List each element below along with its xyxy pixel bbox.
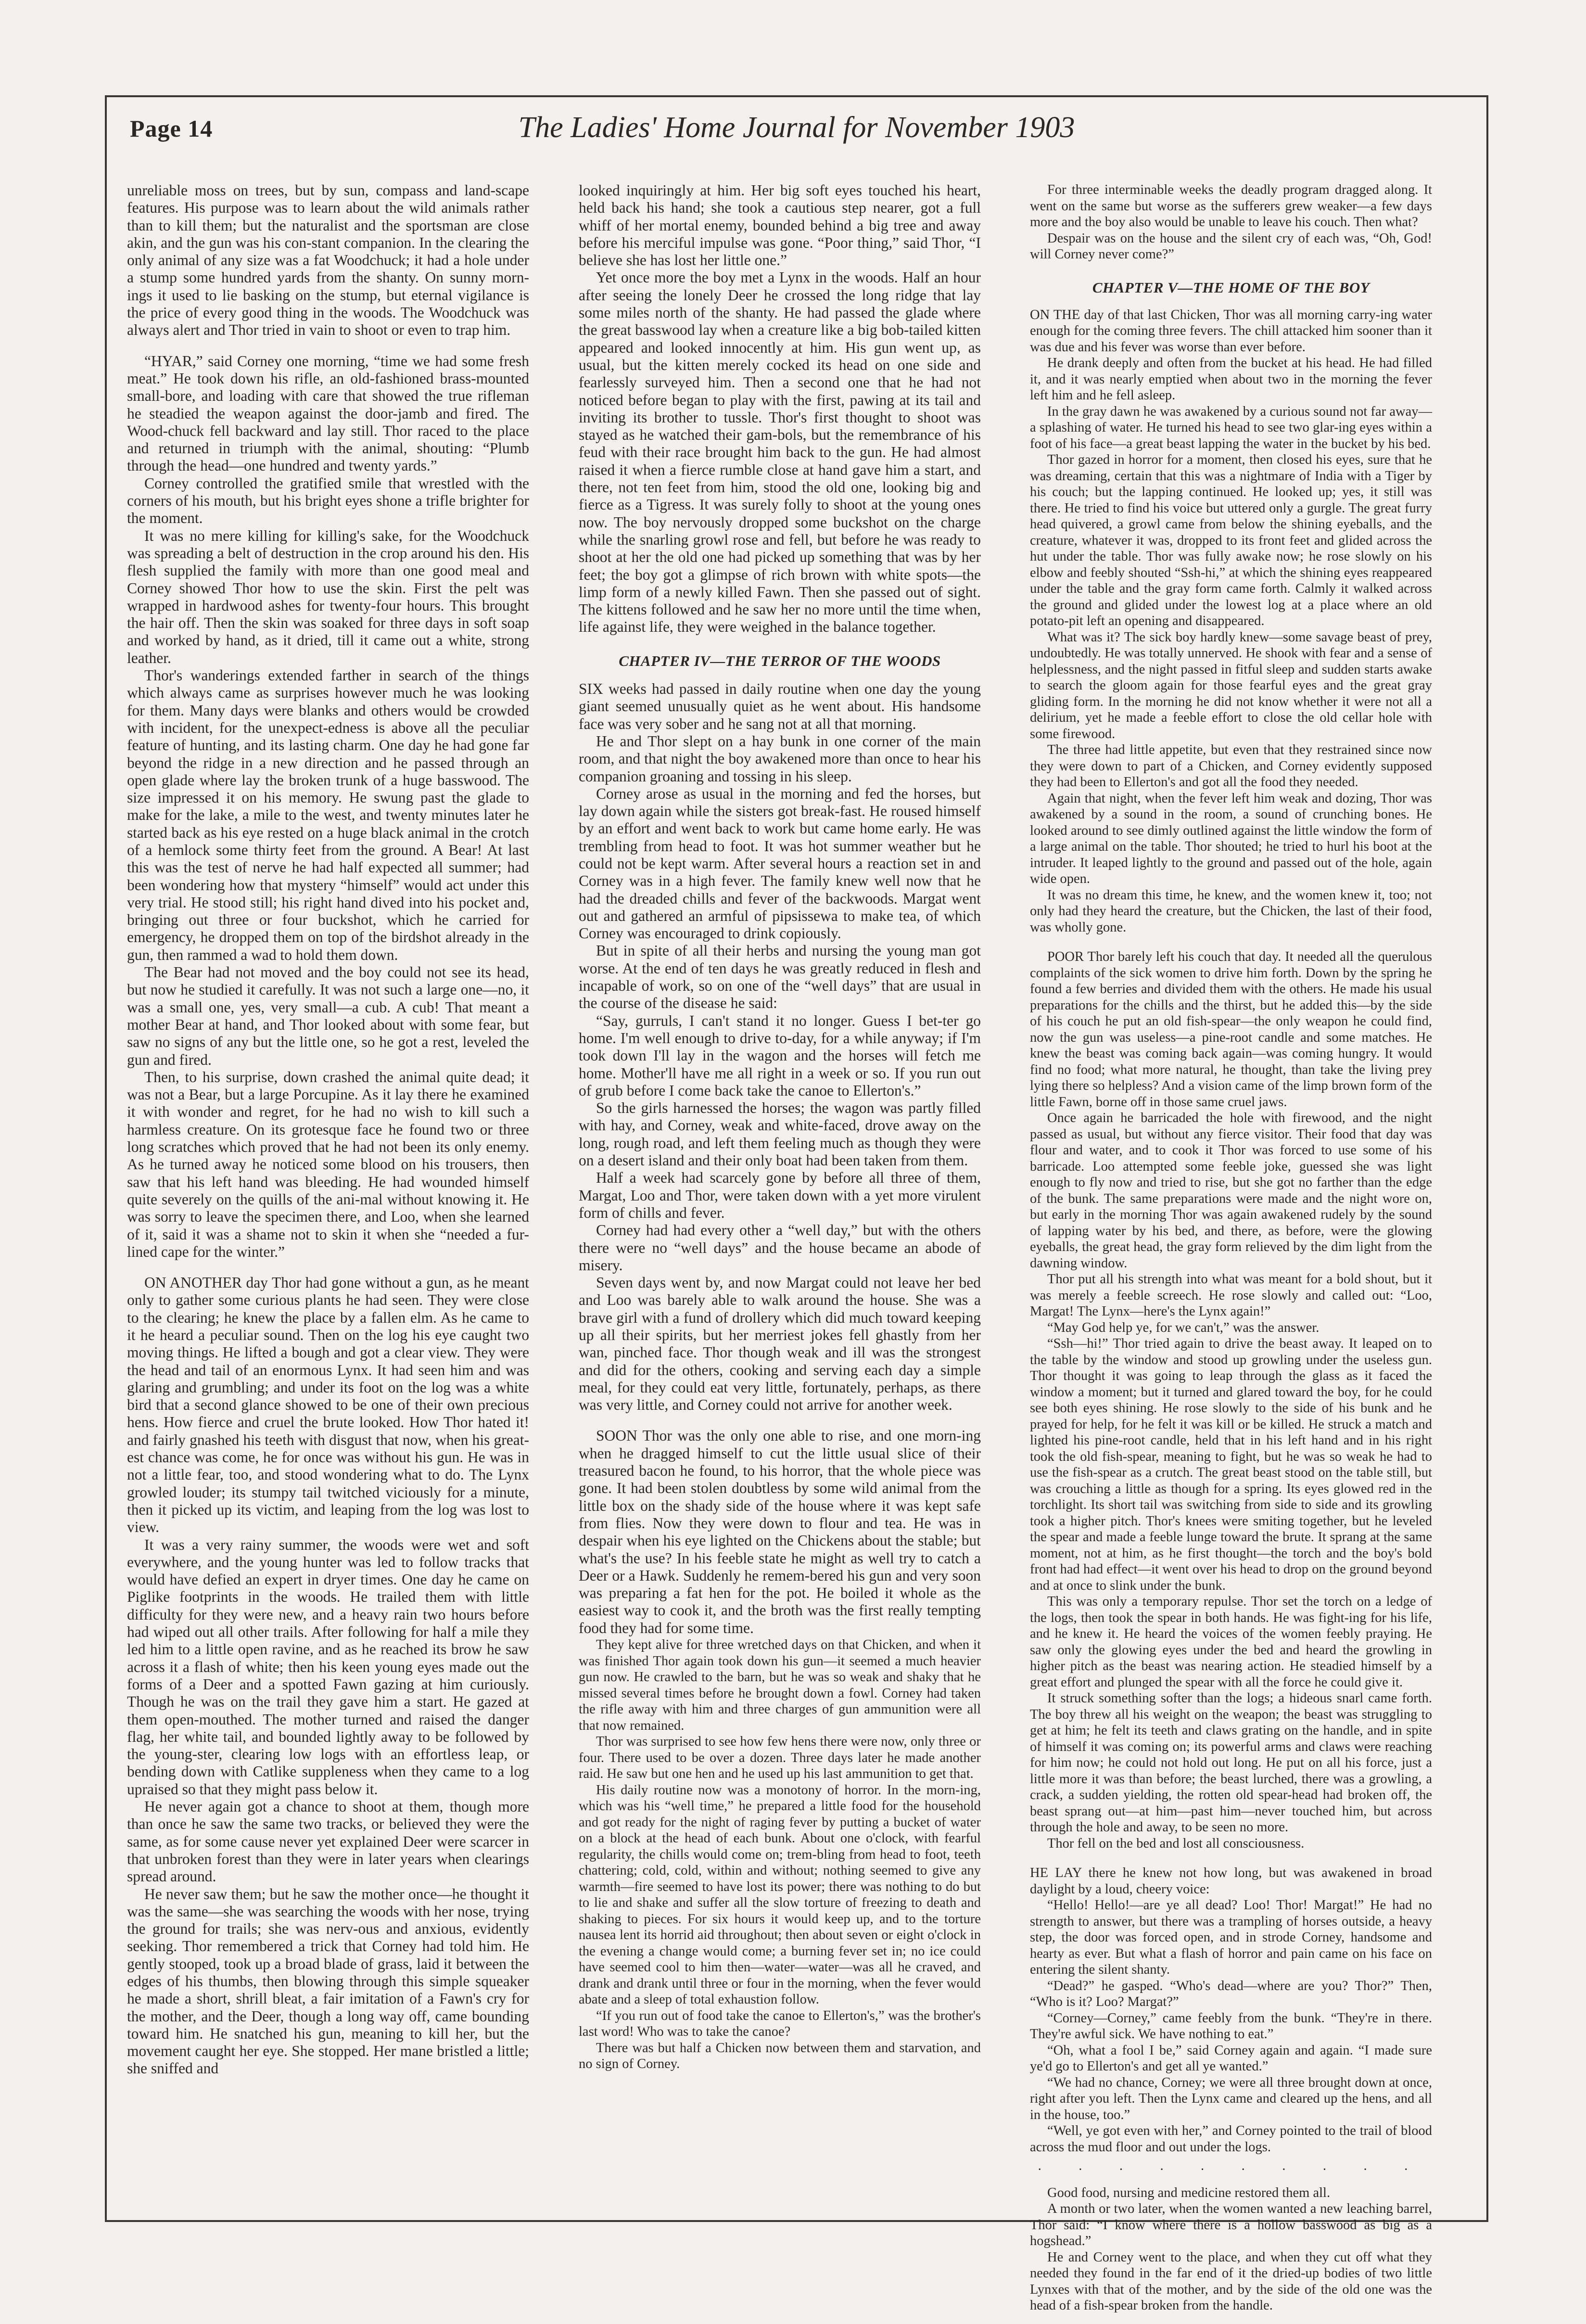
paragraph: “We had no chance, Corney; we were all three brought down at once, right after you left. Then the Lynx came and cleared up the hens, and all in the house, too.” — [1030, 2075, 1432, 2122]
paragraph: HE LAY there he knew not how long, but was awakened in broad daylight by a loud, cheery voice: — [1030, 1865, 1432, 1897]
text-column-3 — [1030, 182, 1432, 2313]
paragraph: “Well, ye got even with her,” and Corney pointed to the trail of blood across the mud floor and out under the logs. — [1030, 2123, 1432, 2155]
paragraph: Thor was surprised to see how few hens there were now, only three or four. There used to be over a dozen. Three days later he made another raid. He saw but one hen and he used up his last ammunition to get that. — [579, 1734, 981, 1782]
text-column-2 — [579, 182, 981, 2208]
paragraph: “Corney—Corney,” came feebly from the bunk. “They're in there. They're awful sick. We have nothing to eat.” — [1030, 2010, 1432, 2042]
paragraph: Thor put all his strength into what was meant for a bold shout, but it was merely a feeble screech. He rose slowly and called out: “Loo, Margat! The Lynx—here's the Lynx again!” — [1030, 1272, 1432, 1319]
paragraph: He drank deeply and often from the bucket at his head. He had filled it, and it was nearly emptied when about two in the morning the fever left him and he fell asleep. — [1030, 356, 1432, 403]
paragraph: Half a week had scarcely gone by before all three of them, Margat, Loo and Thor, were taken down with a yet more virulent form of chills and fever. — [579, 1169, 981, 1221]
paragraph: He never again got a chance to shoot at them, though more than once he saw the same two tracks, or believed they were the same, as for some cause never yet explained Deer were scarcer in that unbroken forest than they were in later years when clearings spread around. — [127, 1798, 529, 1885]
paragraph: This was only a temporary repulse. Thor set the torch on a ledge of the logs, then took the spear in both hands. He was fight-ing for his life, and he knew it. He heard the voices of the women feebly praying. He saw only the glowing eyes under the bed and heard the growling in higher pitch as the beast was nearing action. He steadied himself by a great effort and plunged the spear with all the force he could give it. — [1030, 1594, 1432, 1690]
paragraph: Despair was on the house and the silent cry of each was, “Oh, God! will Corney never come?” — [1030, 230, 1432, 262]
paragraph: A month or two later, when the women wanted a new leaching barrel, Thor said: “I know where there is a hollow basswood as big as a hogshead.” — [1030, 2201, 1432, 2249]
paragraph: “Dead?” he gasped. “Who's dead—where are you? Thor?” Then, “Who is it? Loo? Margat?” — [1030, 1978, 1432, 2010]
paragraph: Then, to his surprise, down crashed the animal quite dead; it was not a Bear, but a large Porcupine. As it lay there he examined it with wonder and regret, for he had no wish to kill such a harmless creature. On its grotesque face he found two or three long scratches which proved that he had not been its only enemy. As he turned away he noticed some blood on his trousers, then saw that his left hand was bleeding. He had wounded himself quite severely on the quills of the ani-mal without knowing it. He was sorry to leave the specimen there, and Loo, when she learned of it, said it was a shame not to skin it when she “needed a fur-lined cape for the winter.” — [127, 1068, 529, 1260]
paragraph: The Bear had not moved and the boy could not see its head, but now he studied it carefully. It was not such a large one—no, it was a small one, yes, very small—a cub. A cub! That meant a mother Bear at hand, and Thor looked about with some fear, but saw no signs of any but the little one, so he got a rest, leveled the gun and fired. — [127, 964, 529, 1068]
paragraph: ON ANOTHER day Thor had gone without a gun, as he meant only to gather some curious plants he had seen. They were close to the clearing; he knew the place by a fallen elm. As he came to it he heard a peculiar sound. Then on the log his eye caught two moving things. He lifted a bough and got a clear view. They were the head and tail of an enormous Lynx. It had seen him and was glaring and grumbling; and under its foot on the log was a white bird that a second glance showed to be one of their own precious hens. How fierce and cruel the brute looked. How Thor hated it! and fairly gnashed his teeth with disgust that now, when his great-est chance was come, he for once was without his gun. He was in not a little fear, too, and stood wondering what to do. The Lynx growled louder; its stumpy tail twitched viciously for a minute, then it picked up its victim, and leaping from the log was lost to view. — [127, 1274, 529, 1536]
paragraph: looked inquiringly at him. Her big soft eyes touched his heart, held back his hand; she took a cautious step nearer, got a full whiff of her mortal enemy, bounded behind a big tree and away before his merciful impulse was gone. “Poor thing,” said Thor, “I believe she has lost her little one.” — [579, 182, 981, 269]
paragraph: “HYAR,” said Corney one morning, “time we had some fresh meat.” He took down his rifle, an old-fashioned brass-mounted small-bore, and loading with care that showed the true rifleman he steadied the weapon against the door-jamb and fired. The Wood-chuck fell backward and lay still. Thor raced to the place and returned in triumph with the animal, shouting: “Plumb through the head—one hundred and twenty yards.” — [127, 352, 529, 474]
page-number: Page 14 — [130, 115, 213, 142]
paragraph: It was no dream this time, he knew, and the women knew it, too; not only had they heard the creature, but the Chicken, the last of their food, was wholly gone. — [1030, 887, 1432, 935]
paragraph: “Oh, what a fool I be,” said Corney again and again. “I made sure ye'd go to Ellerton's and get all ye wanted.” — [1030, 2043, 1432, 2074]
text-column-1 — [127, 182, 529, 2208]
paragraph: But in spite of all their herbs and nursing the young man got worse. At the end of ten days he was greatly reduced in flesh and incapable of work, so on one of the “well days” that are usual in the course of the disease he said: — [579, 942, 981, 1012]
paragraph: In the gray dawn he was awakened by a curious sound not far away—a splashing of water. He turned his head to see two glar-ing eyes within a foot of his face—a great beast lapping the water in the bucket by his bed. — [1030, 404, 1432, 451]
paragraph: “Ssh—hi!” Thor tried again to drive the beast away. It leaped on to the table by the window and stood up growling under the useless gun. Thor thought it was going to leap through the glass as it faced the window a moment; but it turned and glared toward the boy, for he could see both eyes shining. He rose slowly to the side of his bunk and he prayed for help, for he felt it was kill or be killed. He struck a match and lighted his pine-root candle, held that in his left hand and in his right took the old fish-spear, meaning to fight, but he was so weak he had to use the fish-spear as a crutch. The great beast stood on the table still, but was crouching a little as though for a spring. Its eyes glowed red in the torchlight. Its short tail was switching from side to side and its growling took a higher pitch. Thor's knees were smiting together, but he leveled the spear and made a feeble lunge toward the brute. It sprang at the same moment, not at him, as he first thought—the torch and the boy's bold front had had effect—it went over his head to drop on the ground beyond and at once to slink under the bunk. — [1030, 1336, 1432, 1593]
chapter-heading: CHAPTER IV—THE TERROR OF THE WOODS — [619, 652, 941, 669]
paragraph: It struck something softer than the logs; a hideous snarl came forth. The boy threw all his weight on the weapon; the beast was struggling to get at him; he felt its teeth and claws grating on the handle, and in spite of himself it was coming on; its powerful arms and claws were reaching for him now; he could not hold out long. He put on all his force, just a little more it was than before; the beast lurched, there was a growling, a crack, a sudden yielding, the rotten old spear-head had broken off, the beast sprang out—at him—past him—never touched him, but across through the hole and away, to be seen no more. — [1030, 1691, 1432, 1835]
paragraph: Good food, nursing and medicine restored them all. — [1047, 2185, 1331, 2200]
paragraph: Thor gazed in horror for a moment, then closed his eyes, sure that he was dreaming, certain that this was a nightmare of India with a Tiger by his couch; but the lapping continued. He looked up; yes, it still was there. He tried to find his voice but uttered only a gurgle. The great furry head quivered, a growl came from below the shining eyeballs, and the creature, whatever it was, dropped to its front feet and glided across the hut under the table. Thor was fully awake now; he rose slowly on his elbow and feebly shouted “Ssh-hi,” at which the shining eyes reappeared under the table and the gray form came forth. Calmly it walked across the ground and glided under the lowest log at a place where an old potato-pit left an opening and disappeared. — [1030, 452, 1432, 629]
paragraph: So the girls harnessed the horses; the wagon was partly filled with hay, and Corney, weak and white-faced, drove away on the long, rough road, and left them feeling much as though they were on a desert island and their only boat had been taken from them. — [579, 1099, 981, 1169]
paragraph: Corney controlled the gratified smile that wrestled with the corners of his mouth, but his bright eyes shone a trifle brighter for the moment. — [127, 474, 529, 527]
paragraph: Thor's wanderings extended farther in search of the things which always came as surprises however much he was looking for them. Many days were blanks and others would be crowded with incident, for the unexpect-edness is above all the peculiar feature of hunting, and its lasting charm. One day he had gone far beyond the ridge in a new direction and he passed through an open glade where lay the broken trunk of a huge basswood. The size impressed it on his memory. He swung past the glade to make for the lake, a mile to the west, and twenty minutes later he started back as his eye rested on a huge black animal in the crotch of a hemlock some thirty feet from the ground. A Bear! At last this was the test of nerve he had half expected all summer; had been wondering how that mystery “himself” would act under this very trial. He stood still; his right hand dived into his pocket and, bringing out three or four buckshot, which he carried for emergency, he dropped them on top of the birdshot already in the gun, then rammed a wad to hold them down. — [127, 667, 529, 963]
paragraph: “May God help ye, for we can't,” was the answer. — [1047, 1320, 1320, 1335]
paragraph: The three had little appetite, but even that they restrained since now they were down to part of a Chicken, and Corney evidently supposed they had been to Ellerton's and got all the food they needed. — [1030, 742, 1432, 790]
paragraph: “If you run out of food take the canoe to Ellerton's,” was the brother's last word! Who was to take the canoe? — [579, 2008, 981, 2040]
paragraph: “Hello! Hello!—are ye all dead? Loo! Thor! Margat!” He had no strength to answer, but there was a trampling of horses outside, a heavy step, the door was forced open, and in strode Corney, handsome and hearty as ever. But what a flash of horror and pain came on his face on entering the silent shanty. — [1030, 1898, 1432, 1978]
paragraph: There was but half a Chicken now between them and starvation, and no sign of Corney. — [579, 2040, 981, 2072]
paragraph: SOON Thor was the only one able to rise, and one morn-ing when he dragged himself to cut the little usual slice of their treasured bacon he found, to his horror, that the whole piece was gone. It had been stolen doubtless by some wild animal from the little box on the shady side of the house where it was kept safe from flies. Now they were down to flour and tea. He was in despair when his eye lighted on the Chickens about the stable; but what's the use? In his feeble state he might as well try to catch a Deer or a Hawk. Suddenly he remem-bered his gun and very soon was preparing a fat hen for the pot. He boiled it whole as the easiest way to cook it, and the broth was the first really tempting food they had for some time. — [579, 1427, 981, 1636]
paragraph: Corney had had every other a “well day,” but with the others there were no “well days” and the house became an abode of misery. — [579, 1222, 981, 1274]
section-break-dots: · · · · · · · · · · — [1037, 2162, 1425, 2178]
chapter-heading: CHAPTER V—THE HOME OF THE BOY — [1092, 279, 1370, 296]
running-title: The Ladies' Home Journal for November 1903 — [518, 111, 1075, 144]
paragraph: SIX weeks had passed in daily routine when one day the young giant seemed unusually quiet as he went about. His handsome face was very sober and he sang not at all that morning. — [579, 680, 981, 732]
paragraph: He and Thor slept on a hay bunk in one corner of the main room, and that night the boy awakened more than once to hear his companion groaning and tossing in his sleep. — [579, 732, 981, 785]
paragraph: ON THE day of that last Chicken, Thor was all morning carry-ing water enough for the coming three fevers. The chill attacked him sooner than it was due and his fever was worse than ever before. — [1030, 307, 1432, 355]
paragraph: Seven days went by, and now Margat could not leave her bed and Loo was barely able to walk around the house. She was a brave girl with a fund of drollery which did much toward keeping up all their spirits, but her merriest jokes fell ghastly from her wan, pinched face. Thor though weak and ill was the strongest and did for the others, cooking and serving each day a simple meal, for they could eat very little, fortunately, perhaps, as there was very little, and Corney could not arrive for another week. — [579, 1274, 981, 1414]
paragraph: Corney arose as usual in the morning and fed the horses, but lay down again while the sisters got break-fast. He roused himself by an effort and went back to work but came home early. He was trembling from head to foot. It was hot summer weather but he could not be kept warm. After several hours a reaction set in and Corney was in a high fever. The family knew well now that he had the dreaded chills and fever of the backwoods. Margat went out and gathered an armful of pipsissewa to make tea, of which Corney was encouraged to drink copiously. — [579, 785, 981, 942]
paragraph: Thor fell on the bed and lost all consciousness. — [1047, 1836, 1305, 1851]
paragraph: He never saw them; but he saw the mother once—he thought it was the same—she was searching the woods with her nose, trying the ground for trails; she was nerv-ous and anxious, evidently seeking. Thor remembered a trick that Corney had told him. He gently stooped, took up a broad blade of grass, laid it between the edges of his thumbs, then blowing through this simple squeaker he made a short, shrill bleat, a fair imitation of a Fawn's cry for the mother, and the Deer, though a long way off, came bounding toward him. He snatched his gun, meaning to kill her, but the movement caught her eye. She stopped. Her mane bristled a little; she sniffed and — [127, 1885, 529, 2077]
paragraph: unreliable moss on trees, but by sun, compass and land-scape features. His purpose was to learn about the wild animals rather than to kill them; but the naturalist and the sportsman are close akin, and the gun was his con-stant companion. In the clearing the only animal of any size was a fat Woodchuck; it had a hole under a stump some hundred yards from the shanty. On sunny morn-ings it used to lie basking on the stump, but eternal vigilance is the price of every good thing in the woods. The Woodchuck was always alert and Thor tried in vain to shoot or even to trap him. — [127, 182, 529, 339]
paragraph: He and Corney went to the place, and when they cut off what they needed they found in the far end of it the dried-up bodies of two little Lynxes with that of the mother, and by the side of the old one was the head of a fish-spear broken from the handle. — [1030, 2249, 1432, 2313]
paragraph: For three interminable weeks the deadly program dragged along. It went on the same but worse as the sufferers grew weaker—a few days more and the boy also would be unable to leave his couch. Then what? — [1030, 182, 1432, 230]
paragraph: It was no mere killing for killing's sake, for the Woodchuck was spreading a belt of destruction in the crop around his den. His flesh supplied the family with more than one good meal and Corney showed Thor how to use the skin. First the pelt was wrapped in hardwood ashes for twenty-four hours. This brought the hair off. Then the skin was soaked for three days in soft soap and worked by hand, as it dried, till it came out a white, strong leather. — [127, 527, 529, 666]
paragraph: “Say, gurruls, I can't stand it no longer. Guess I bet-ter go home. I'm well enough to drive to-day, for a while anyway; if I'm took down I'll lay in the wagon and the horses will fetch me home. Mother'll have me all right in a week or so. If you run out of grub before I come back take the canoe to Ellerton's.” — [579, 1012, 981, 1099]
page-header — [105, 95, 1488, 149]
paragraph: POOR Thor barely left his couch that day. It needed all the querulous complaints of the sick women to drive him forth. Down by the spring he found a few berries and divided them with the others. He made his usual preparations for the chills and the thirst, but he added this—by the side of his couch he put an old fish-spear—the only weapon he could find, now the gun was useless—a pine-root candle and some matches. He knew the beast was coming back again—was coming hungry. It would find no food; what more natural, he thought, than take the living prey lying there so helpless? And a vision came of the limp brown form of the little Fawn, borne off in those same cruel jaws. — [1030, 949, 1432, 1110]
paragraph: They kept alive for three wretched days on that Chicken, and when it was finished Thor again took down his gun—it seemed a much heavier gun now. He crawled to the barn, but he was so weak and shaky that he missed several times before he brought down a fowl. Corney had taken the rifle away with him and three charges of gun ammunition were all that now remained. — [579, 1637, 981, 1733]
paragraph: What was it? The sick boy hardly knew—some savage beast of prey, undoubtedly. He was totally unnerved. He shook with fear and a sense of helplessness, and the night passed in fitful sleep and sudden starts awake to search the gloom again for those fearful eyes and the great gray gliding form. In the morning he did not know whether it were not all a delirium, yet he made a feeble effort to close the old cellar hole with some firewood. — [1030, 629, 1432, 741]
paragraph: It was a very rainy summer, the woods were wet and soft everywhere, and the young hunter was led to follow tracks that would have defied an expert in dryer times. One day he came on Piglike footprints in the woods. He trailed them with little difficulty for they were new, and a heavy rain two hours before had wiped out all other trails. After following for half a mile they led him to a little open ravine, and as he reached its brow he saw across it a flash of white; then his keen young eyes made out the forms of a Deer and a spotted Fawn gazing at him curiously. Though he was on the trail they gave him a start. He gazed at them open-mouthed. The mother turned and raised the danger flag, her white tail, and bounded lightly away to be followed by the young-ster, clearing low logs with an effortless leap, or bending down with Catlike suppleness when they came to a log upraised so that they might pass below it. — [127, 1536, 529, 1798]
paragraph: His daily routine now was a monotony of horror. In the morn-ing, which was his “well time,” he prepared a little food for the household and got ready for the night of raging fever by putting a bucket of water on a block at the head of each bunk. About one o'clock, with fearful regularity, the chills would come on; trem-bling from head to foot, teeth chattering; cold, cold, within and without; nothing seemed to give any warmth—fire seemed to have lost its power; there was nothing to do but to lie and shake and suffer all the slow torture of freezing to death and shaking to pieces. For six hours it would keep up, and to the torture nausea lent its horrid aid throughout; then about seven or eight o'clock in the evening a change would come; a burning fever set in; no ice could have seemed cool to him then—water—water—was all he craved, and drank and drank until three or four in the morning, when the fever would abate and a sleep of total exhaustion follow. — [579, 1782, 981, 2007]
paragraph: Again that night, when the fever left him weak and dozing, Thor was awakened by a sound in the room, a sound of crunching bones. He looked around to see dimly outlined against the little window the form of a large animal on the table. Thor shouted; he tried to hurl his boot at the intruder. It leaped lightly to the ground and passed out of the hole, again wide open. — [1030, 791, 1432, 887]
paragraph: Yet once more the boy met a Lynx in the woods. Half an hour after seeing the lonely Deer he crossed the long ridge that lay some miles north of the shanty. He had passed the glade where the great basswood lay when a creature like a big bob-tailed kitten appeared and looked innocently at him. His gun went up, as usual, but the kitten merely cocked its head on one side and fearlessly surveyed him. Then a second one that he had not noticed before began to play with the first, pawing at its tail and inviting its brother to tussle. Thor's first thought to shoot was stayed as he watched their gam-bols, but the remembrance of his feud with their race brought him back to the gun. He had almost raised it when a fierce rumble close at hand gave him a start, and there, not ten feet from him, stood the old one, looking big and fierce as a Tigress. It was surely folly to shoot at the young ones now. The boy nervously dropped some buckshot on the charge while the snarling growl rose and fell, but before he was ready to shoot at her the old one had picked up something that was by her feet; the boy got a glimpse of rich brown with white spots—the limp form of a newly killed Fawn. Then she passed out of sight. The kittens followed and he saw her no more until the time when, life against life, they were weighed in the balance together. — [579, 269, 981, 636]
paragraph: Once again he barricaded the hole with firewood, and the night passed as usual, but without any fierce visitor. Their food that day was flour and water, and to cook it Thor was forced to use some of his barricade. Loo attempted some feeble joke, guessed she was light enough to fly now and tried to rise, but she got no farther than the edge of the bunk. The same preparations were made and the night wore on, but early in the morning Thor was again awakened rudely by the sound of lapping water by his bed, and there, as before, were the glowing eyeballs, the great head, the gray form relieved by the dim light from the dawning window. — [1030, 1111, 1432, 1271]
